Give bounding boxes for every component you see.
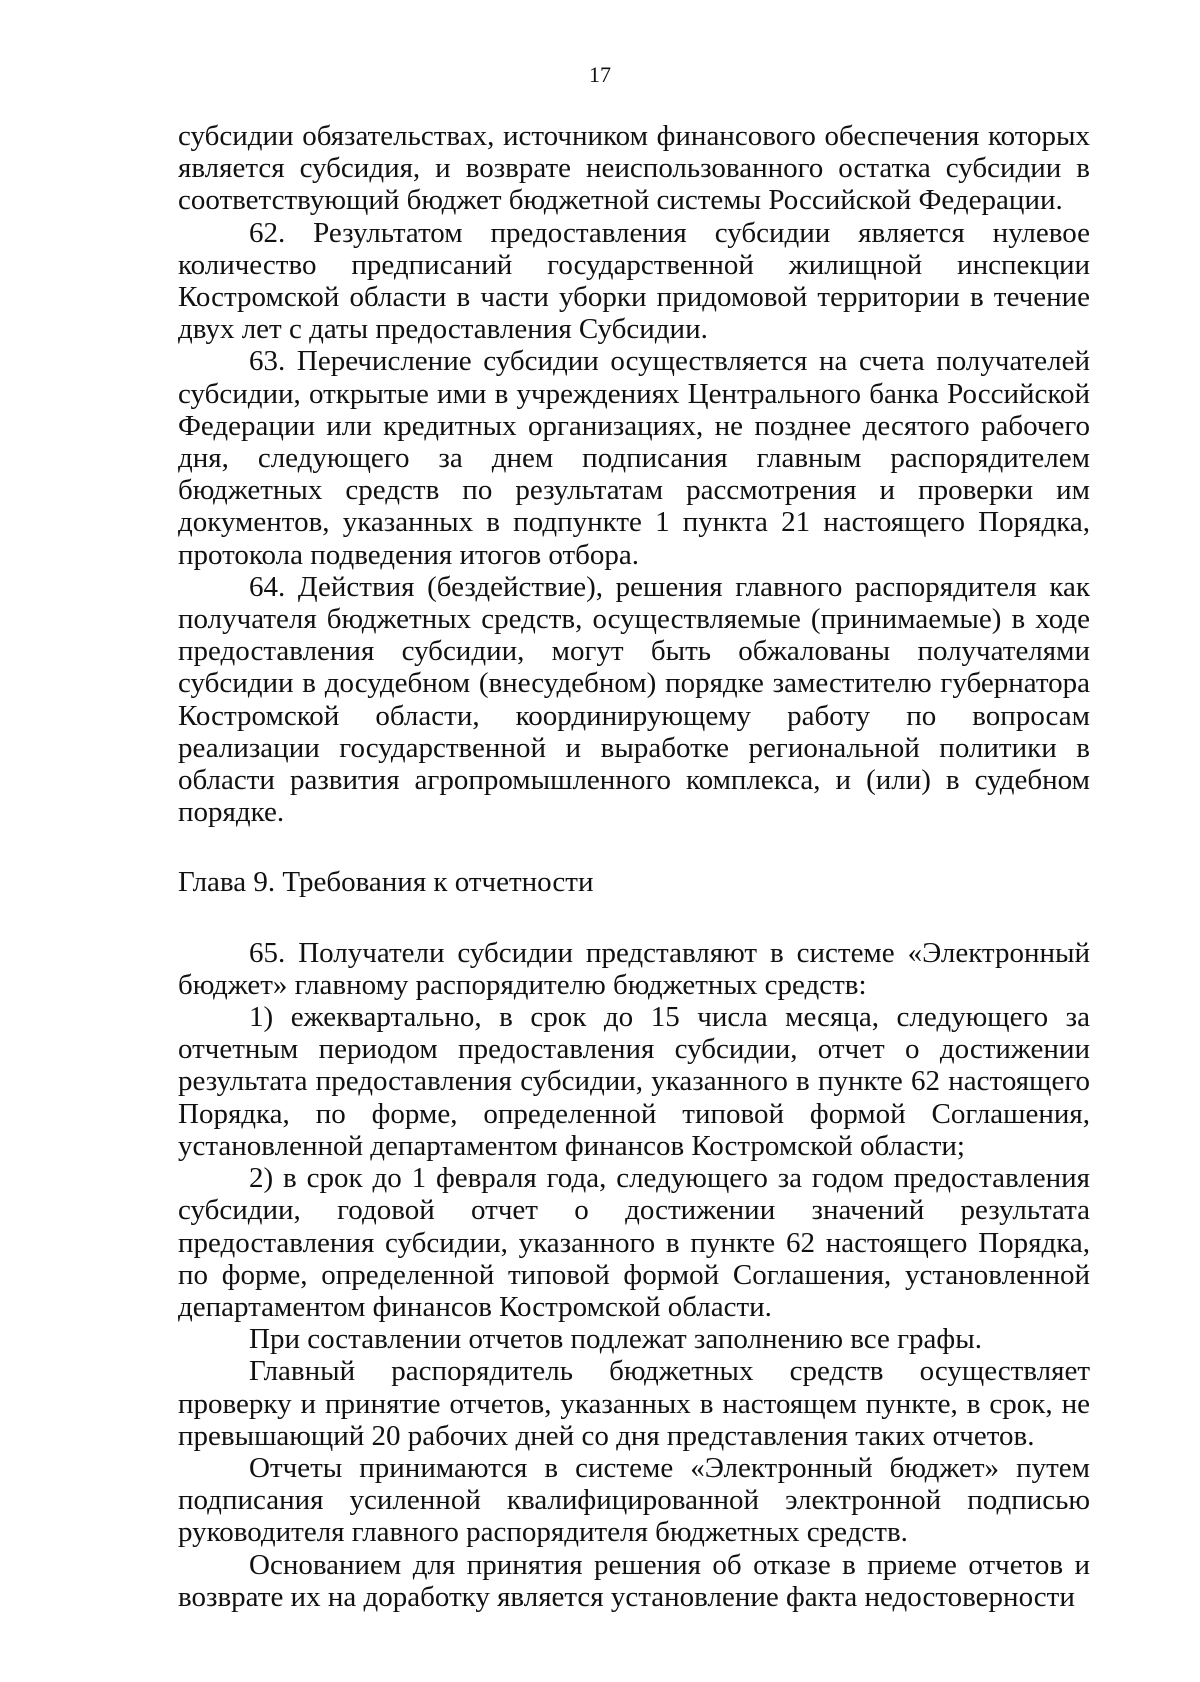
paragraph-65-item-1: 1) ежеквартально, в срок до 15 числа месяца, следующего за отчетным периодом предоставления субсидии, отчет о достижении результата предоставления субсидии, указанного в пункте 62 настоящего Порядка, по форме, определенной типовой формой Соглашения, установленной департаментом финансов Костромской области; — [178, 1001, 1090, 1162]
paragraph-reports-fill: При составлении отчетов подлежат заполнению все графы. — [249, 1323, 982, 1356]
document-body — [178, 120, 1090, 1613]
page-number: 17 — [589, 62, 611, 87]
paragraph-reports-check: Главный распорядитель бюджетных средств осуществляет проверку и принятие отчетов, указанных в настоящем пункте, в срок, не превышающий 20 рабочих дней со дня представления таких отчетов. — [178, 1355, 1090, 1452]
paragraph-reports-accept: Отчеты принимаются в системе «Электронный бюджет» путем подписания усиленной квалифицированной электронной подписью руководителя главного распорядителя бюджетных средств. — [178, 1451, 1090, 1549]
paragraph-63: 63. Перечисление субсидии осуществляется на счета получателей субсидии, открытые ими в учреждениях Центрального банка Российской Федерации или кредитных организациях, не позднее десятого рабочего дня, следующего за днем подписания главным распорядителем бюджетных средств по результатам рассмотрения и проверки им документов, указанных в подпункте 1 пункта 21 настоящего Порядка, протокола подведения итогов отбора. — [178, 345, 1090, 571]
chapter-heading: Глава 9. Требования к отчетности — [178, 866, 594, 899]
paragraph-64: 64. Действия (бездействие), решения главного распорядителя как получателя бюджетных средств, осуществляемые (принимаемые) в ходе предоставления субсидии, могут быть обжалованы получателями субсидии в досудебном (внесудебном) порядке заместителю губернатора Костромской области, координирующему работу по вопросам реализации государственной и выработке региональной политики в области развития агропромышленного комплекса, и (или) в судебном порядке. — [178, 570, 1090, 829]
paragraph-65-item-2: 2) в срок до 1 февраля года, следующего за годом предоставления субсидии, годовой отчет о достижении значений результата предоставления субсидии, указанного в пункте 62 настоящего Порядка, по форме, определенной типовой формой Соглашения, установленной департаментом финансов Костромской области. — [178, 1162, 1090, 1323]
paragraph-65: 65. Получатели субсидии представляют в системе «Электронный бюджет» главному распорядителю бюджетных средств: — [178, 936, 1090, 1001]
paragraph-62: 62. Результатом предоставления субсидии является нулевое количество предписаний государственной жилищной инспекции Костромской области в части уборки придомовой территории в течение двух лет с даты предоставления Субсидии. — [178, 216, 1090, 346]
paragraph-continuation: субсидии обязательствах, источником финансового обеспечения которых является субсидия, и возврате неиспользованного остатка субсидии в соответствующий бюджет бюджетной системы Российской Федерации. — [178, 120, 1090, 217]
paragraph-reports-refusal: Основанием для принятия решения об отказе в приеме отчетов и возврате их на доработку является установление факта недостоверности — [178, 1548, 1090, 1613]
